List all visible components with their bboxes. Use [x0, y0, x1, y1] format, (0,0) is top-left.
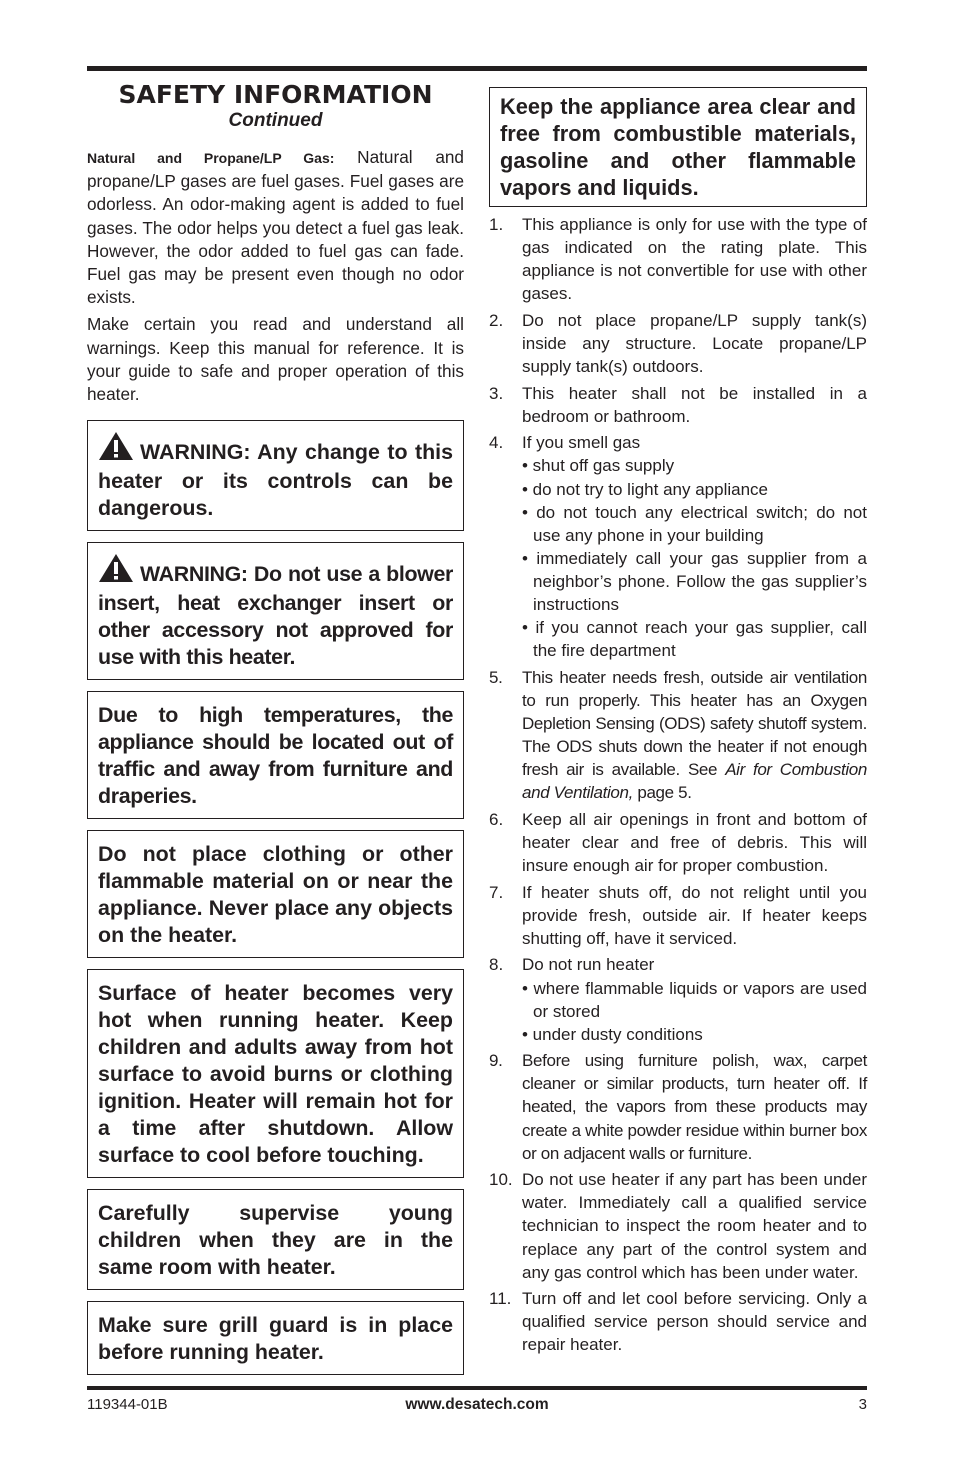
list-item: 7. If heater shuts off, do not relight until you provide fresh, outside air. If heater keeps shutting off, have it serviced.	[489, 882, 867, 948]
sub-item: • where flammable liquids or vapors are used or stored	[522, 978, 867, 1021]
list-item: 10. Do not use heater if any part has been under water. Immediately call a qualified service technician to inspect the room heater and to replace any part of the control system and any gas control which has been under water.	[489, 1170, 867, 1282]
doc-number: 119344-01B	[87, 1396, 168, 1413]
list-item: 8. Do not run heater • where flammable liquids or vapors are used or stored • under dusty conditions	[489, 953, 867, 1045]
sub-item: • if you cannot reach your gas supplier, call the fire department	[522, 618, 867, 661]
page-number: 3	[858, 1396, 867, 1413]
list-item: 6. Keep all air openings in front and bottom of heater clear and free of debris. This will insure enough air for proper combustion.	[489, 809, 867, 876]
left-column	[87, 80, 464, 1375]
sub-item: • shut off gas supply	[522, 456, 675, 476]
notice-box-children: Carefully supervise young children when they are in the same room with heater.	[87, 1189, 464, 1290]
warning-text: WARNING: Do not use a blower insert, heat exchanger insert or other accessory not approved for use with this heater.	[98, 562, 453, 670]
list-item: 1. This appliance is only for use with the type of gas indicated on the rating plate. This appliance is not convertible for use with other gases.	[489, 215, 867, 304]
sub-item: • immediately call your gas supplier from a neighbor’s phone. Follow the gas supplier’s instructions	[522, 548, 867, 614]
list-item: 4. If you smell gas • shut off gas supply • do not try to light any appliance • do not touch any electrical switch; do not use any phone in your building • immediately call your gas supplier from a neighbor’s phone. Follow the gas supplier’s instructions • if you cannot reach your gas supplier, call the fire department	[489, 431, 867, 662]
notice-box-hot-surface: Surface of heater becomes very hot when running heater. Keep children and adults away from hot surface to avoid burns or clothing ignition. Heater will remain hot for a time after shutdown. Allow surface to cool before touching.	[87, 969, 464, 1178]
sub-item: • under dusty conditions	[522, 1024, 703, 1044]
notice-box-grill-guard: Make sure grill guard is in place before running heater.	[87, 1301, 464, 1375]
gas-text: Natural and propane/LP gases are fuel gases. Fuel gases are odorless. An odor-making agent is added to fuel gases. The odor helps you detect a fuel gas leak. However, the odor added to fuel gas can fade. Fuel gas may be present even though no odor exists.	[87, 147, 464, 308]
warning-box-accessory	[87, 542, 464, 680]
notice-box-clothing: Do not place clothing or other flammable material on or near the appliance. Never place any objects on the heater.	[87, 830, 464, 958]
list-item: 11. Turn off and let cool before servicing. Only a qualified service person should service and repair heater.	[489, 1289, 867, 1355]
list-item: 9. Before using furniture polish, wax, carpet cleaner or similar products, turn heater off. If heated, the vapors from these products may create a white powder residue within burner box or on adjacent walls or furniture.	[489, 1051, 867, 1163]
list-item: 3. This heater shall not be installed in a bedroom or bathroom.	[489, 383, 867, 426]
page-title: SAFETY INFORMATION	[118, 80, 433, 109]
sub-item: • do not touch any electrical switch; do not use any phone in your building	[522, 502, 867, 545]
top-rule	[87, 66, 867, 71]
sub-item: • do not try to light any appliance	[522, 479, 768, 499]
notice-box-location: Due to high temperatures, the appliance should be located out of traffic and away from furniture and draperies.	[87, 691, 464, 819]
warning-triangle-icon	[98, 553, 134, 590]
warning-triangle-icon	[98, 431, 134, 468]
notice-box-clear-area: Keep the appliance area clear and free from combustible materials, gasoline and other flammable vapors and liquids.	[489, 87, 867, 207]
list-item: 5. This heater needs fresh, outside air ventilation to run properly. This heater has an Oxygen Depletion Sensing (ODS) safety shutoff system. The ODS shuts down the heater if not enough fresh air is available. See Air for Combustion and Ventilation, page 5.	[489, 667, 867, 803]
page-subtitle: Continued	[228, 110, 323, 131]
read-paragraph: Make certain you read and understand all warnings. Keep this manual for reference. It is your guide to safe and proper operation of this heater.	[87, 314, 464, 405]
gas-paragraph	[87, 146, 464, 309]
website-link[interactable]: www.desatech.com	[405, 1396, 549, 1413]
gas-label: Natural and Propane/LP Gas:	[87, 150, 335, 166]
right-column	[489, 87, 867, 1360]
warning-box-controls	[87, 420, 464, 531]
warning-text: WARNING: Any change to this heater or its controls can be dangerous.	[98, 440, 453, 521]
list-item: 2. Do not place propane/LP supply tank(s) inside any structure. Locate propane/LP supply tank(s) outdoors.	[489, 310, 867, 377]
safety-list	[489, 213, 867, 1357]
bottom-rule	[87, 1386, 867, 1390]
